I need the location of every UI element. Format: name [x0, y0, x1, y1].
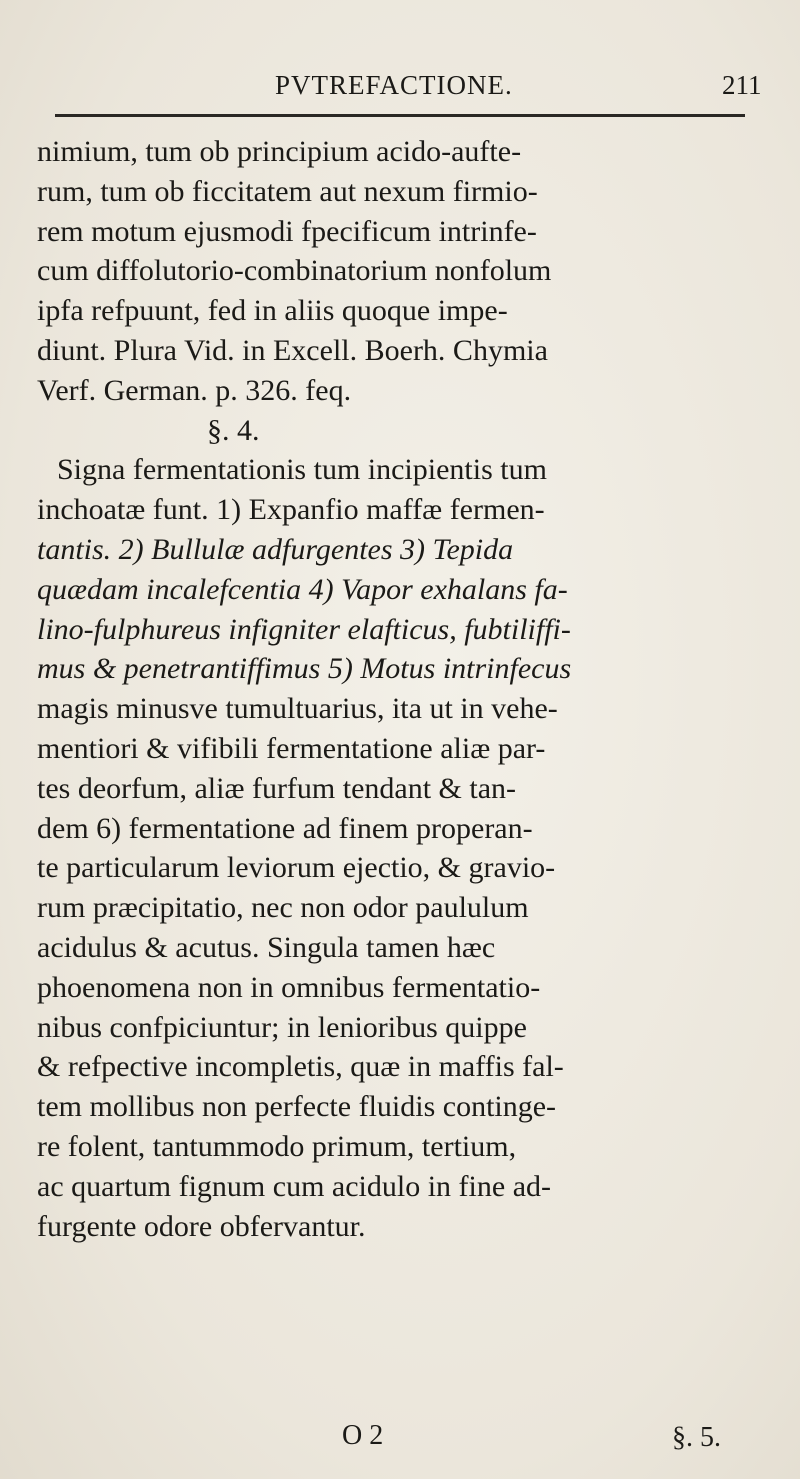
text-line: te particularum leviorum ejectio, & gravio-	[37, 851, 556, 885]
text-line: nibus confpiciuntur; in lenioribus quippe	[37, 1010, 527, 1044]
text-line: magis minusve tumultuarius, ita ut in vehe-	[37, 692, 558, 726]
text-line: tes deorfum, aliæ furfum tendant & tan-	[37, 771, 517, 805]
text-line: mentiori & vifibili fermentatione aliæ par-	[37, 731, 546, 765]
text-line: ac quartum fignum cum acidulo in fine ad-	[37, 1169, 551, 1203]
text-line: inchoatæ funt. 1) Expanfio maffæ fermen-	[37, 493, 545, 527]
text-line: quædam incalefcentia 4) Vapor exhalans fa-	[37, 572, 568, 606]
text-line: rum præcipitatio, nec non odor paululum	[37, 891, 529, 925]
page-footer	[0, 1420, 800, 1460]
text-line: rum, tum ob ficcitatem aut nexum firmio-	[37, 174, 538, 208]
text-line: mus & penetrantiffimus 5) Motus intrinfecus	[37, 652, 572, 686]
text-line: tantis. 2) Bullulæ adfurgentes 3) Tepida	[37, 532, 514, 566]
text-line: Signa fermentationis tum incipientis tum	[57, 453, 547, 487]
text-line: Verf. German. p. 326. feq.	[37, 373, 352, 407]
page-number: 211	[722, 70, 762, 100]
text-line: lino-fulphureus infigniter elafticus, fubtiliffi-	[37, 612, 571, 646]
text-line: dem 6) fermentatione ad finem properan-	[37, 811, 533, 845]
text-line: ipfa refpuunt, fed in aliis quoque impe-	[37, 294, 508, 328]
text-line: phoenomena non in omnibus fermentatio-	[37, 970, 541, 1004]
section-heading: §. 4.	[207, 413, 260, 447]
catchword: §. 5.	[672, 1422, 721, 1453]
text-line: acidulus & acutus. Singula tamen hæc	[37, 930, 496, 964]
header-rule	[55, 114, 745, 117]
body-text	[37, 132, 757, 1246]
text-line: diunt. Plura Vid. in Excell. Boerh. Chymia	[37, 333, 548, 367]
text-line: re folent, tantummodo primum, tertium,	[37, 1129, 517, 1163]
text-line: & refpective incompletis, quæ in maffis fal-	[37, 1050, 564, 1084]
signature-mark: O 2	[342, 1420, 384, 1451]
text-line: furgente odore obfervantur.	[37, 1209, 366, 1243]
running-head: PVTREFACTIONE.	[275, 70, 513, 100]
text-line: tem mollibus non perfecte fluidis continge-	[37, 1090, 557, 1124]
text-line: cum diffolutorio-combinatorium nonfolum	[37, 254, 552, 288]
page-header	[0, 70, 800, 110]
text-line: rem motum ejusmodi fpecificum intrinfe-	[37, 214, 537, 248]
text-line: nimium, tum ob principium acido-aufte-	[37, 135, 522, 168]
